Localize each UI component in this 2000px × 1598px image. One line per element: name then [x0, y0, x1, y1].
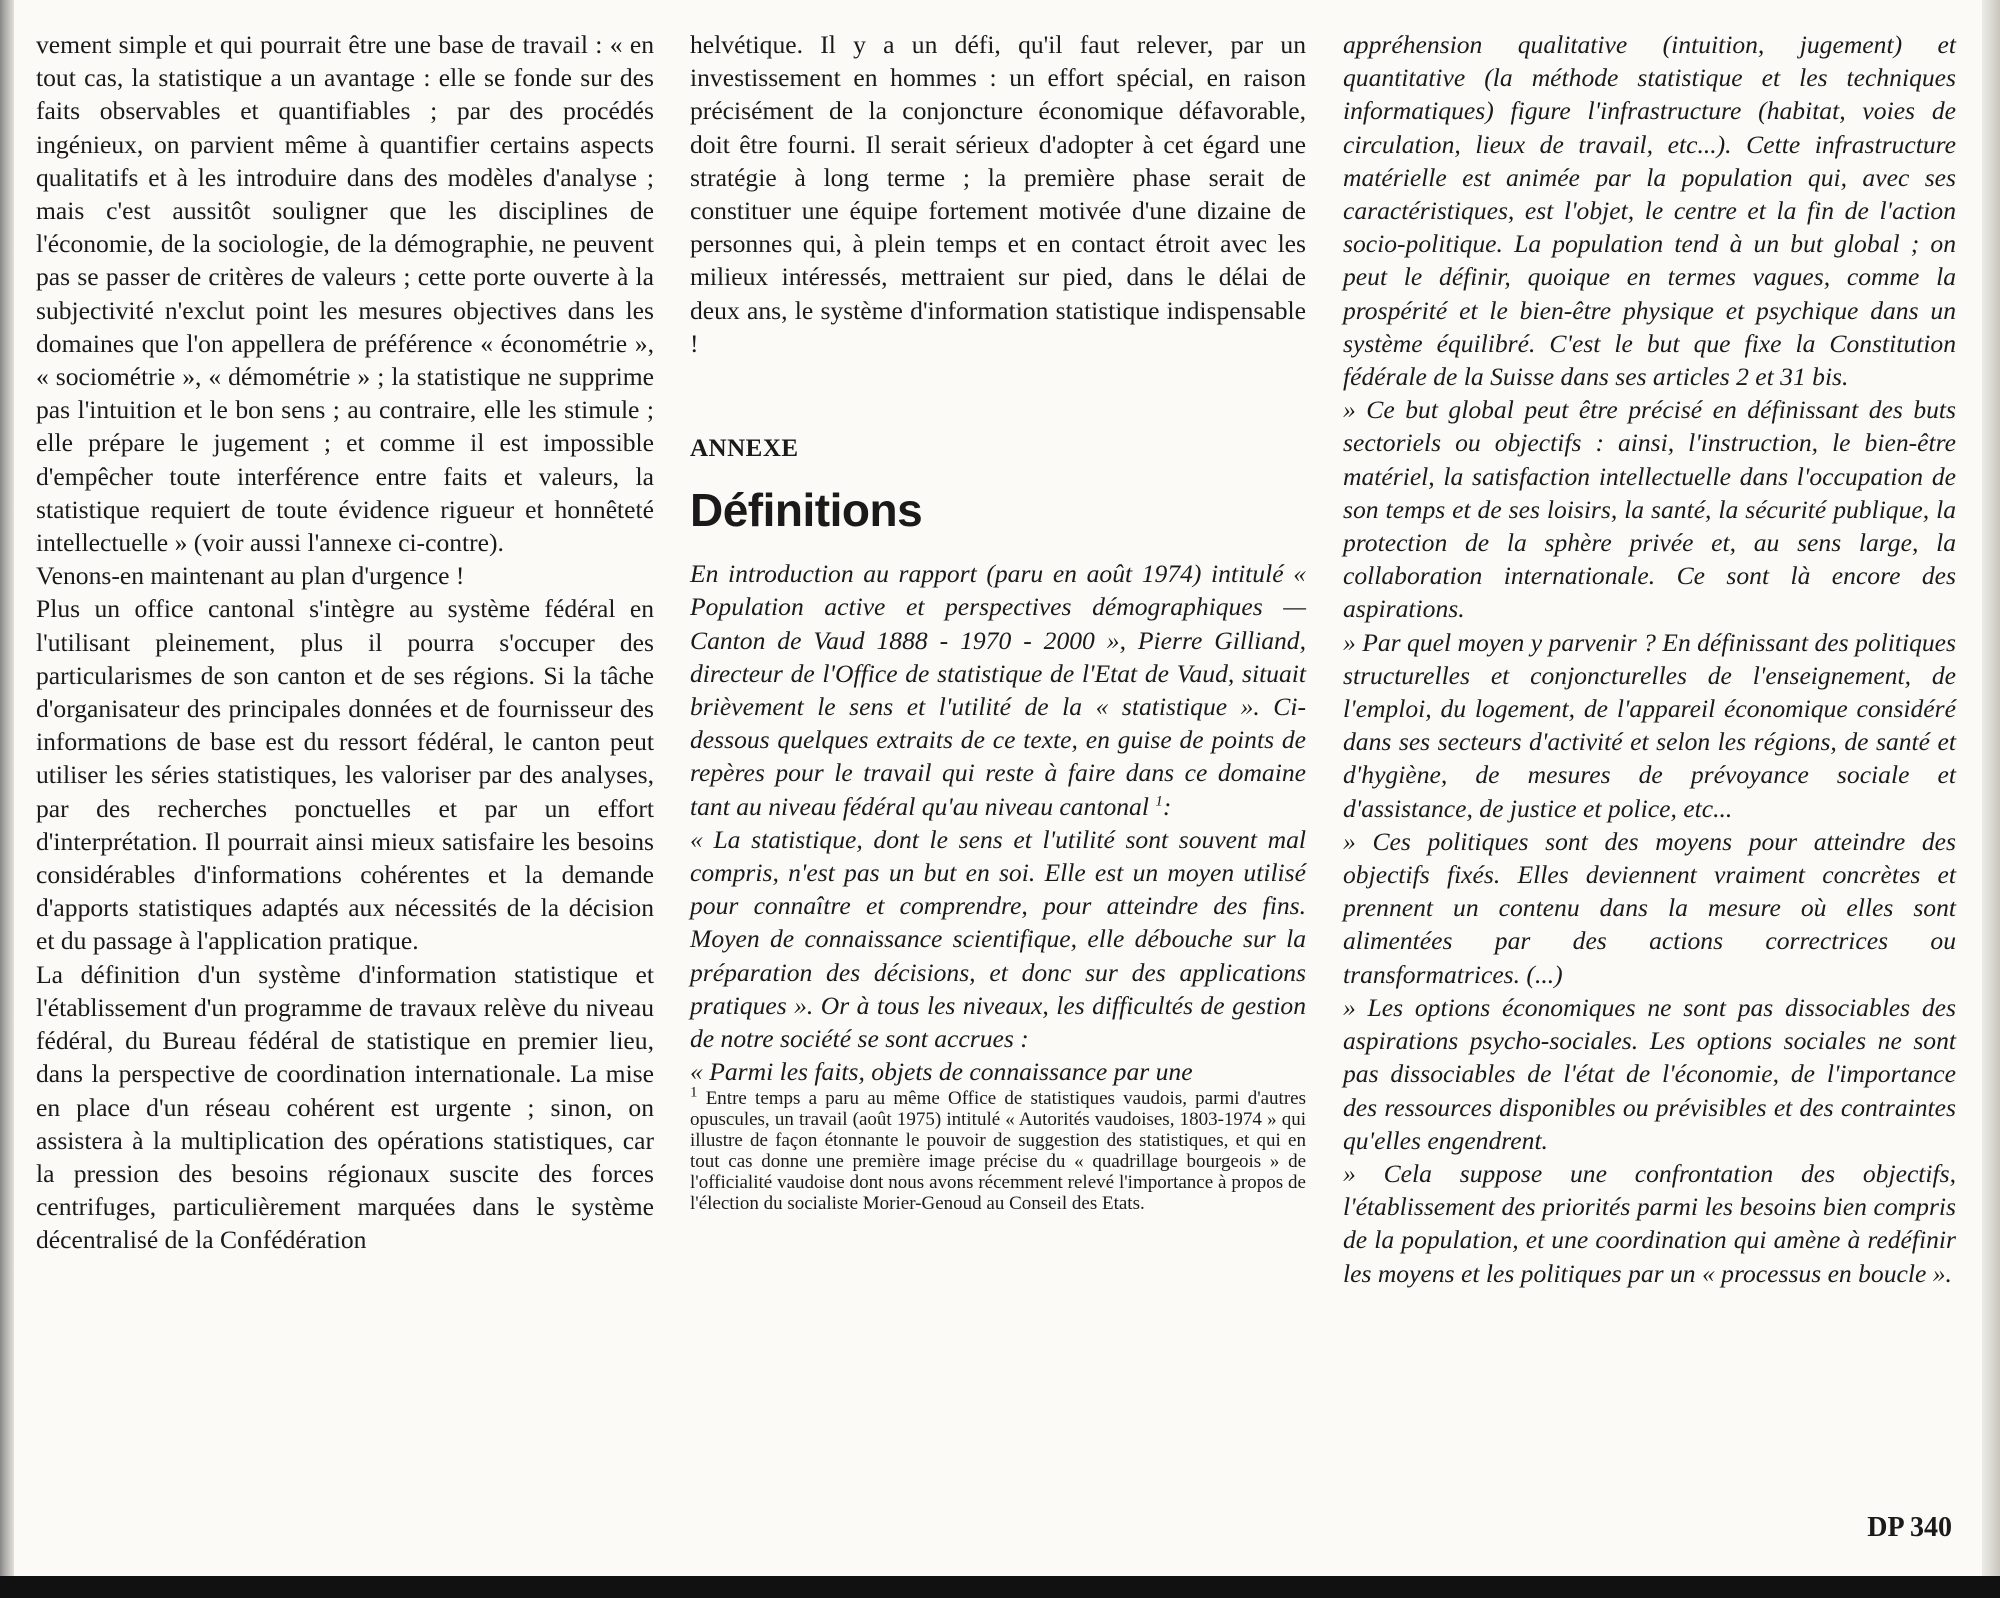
- intro-paragraph: [690, 557, 1306, 823]
- page-edge: [1982, 0, 2000, 1598]
- column-3-paragraph: » Par quel moyen y parvenir ? En définissant des politiques structurelles et conjoncturelles de l'enseignement, de l'emploi, du logement, de l'appareil économique considéré dans ses secteurs d'activité et selon les régions, de santé et d'hygiène, de mesures de prévoyance sociale et d'assistance, de justice et police, etc...: [1343, 627, 1956, 823]
- column-3-paragraph: » Ce but global peut être précisé en définissant des buts sectoriels ou objectifs : ainsi, l'instruction, le bien-être matériel, la satisfaction intellectuelle dans l'occupation de son temps et de ses loisirs, la santé, la sécurité publique, la protection de la sphère privée et, au sens large, la collaboration internationale. Ce sont là encore des aspirations.: [1343, 395, 1956, 624]
- column-2-top-paragraph: helvétique. Il y a un défi, qu'il faut relever, par un investissement en hommes : un effort spécial, en raison précisément de la conjoncture économique défavorable, doit être fourni. Il serait sérieux d'adopter à cet égard une stratégie à long terme ; la première phase serait de constituer une équipe fortement motivée d'une dizaine de personnes qui, à plein temps et en contact étroit avec les milieux intéressés, mettraient sur pied, dans le délai de deux ans, le système d'information statistique indispensable !: [690, 30, 1306, 358]
- quote-paragraph: « Parmi les faits, objets de connaissance par une: [690, 1057, 1193, 1087]
- column-3-paragraph: » Cela suppose une confrontation des objectifs, l'établissement des priorités parmi les besoins bien compris de la population, et une coordination qui amène à redéfinir les moyens et les politiques par un « processus en boucle ».: [1343, 1158, 1956, 1288]
- intro-end: :: [1162, 791, 1172, 821]
- column-3-paragraph: appréhension qualitative (intuition, jugement) et quantitative (la méthode statistique et les techniques informatiques) figure l'infrastructure (habitat, voies de circulation, lieux de travail, etc...). Cette infrastructure matérielle est animée par la population qui, avec ses caractéristiques, est l'objet, le centre et la fin de l'action socio-politique. La population tend à un but global ; on peut le définir, quoique en termes vagues, comme la prospérité et le bien-être physique et psychique dans un système équilibré. C'est le but que fixe la Constitution fédérale de la Suisse dans ses articles 2 et 31 bis.: [1343, 30, 1956, 392]
- column-1-paragraph: La définition d'un système d'information statistique et l'établissement d'un programme de travaux relève du niveau fédéral, du Bureau fédéral de statistique en premier lieu, dans la perspective de coordination internationale. La mise en place d'un réseau cohérent est urgente ; sinon, on assistera à la multiplication des opérations statistiques, car la pression des besoins régionaux suscite des forces centrifuges, particulièrement marquées dans le système décentralisé de la Confédération: [36, 959, 654, 1255]
- footnote-marker: 1: [1155, 793, 1163, 810]
- section-label: ANNEXE: [690, 435, 799, 463]
- column-3-paragraph: » Les options économiques ne sont pas dissociables des aspirations psycho-sociales. Les options sociales ne sont pas dissociables de l'état de l'économie, de l'importance des ressources disponibles ou prévisibles et des contraintes qu'elles engendrent.: [1343, 992, 1956, 1155]
- column-1: [36, 28, 654, 1257]
- footnote: [690, 1085, 1306, 1215]
- section-title: Définitions: [690, 484, 923, 537]
- quote-paragraph: « La statistique, dont le sens et l'utilité sont souvent mal compris, n'est pas un but en soi. Elle est un moyen utilisé pour connaître et comprendre, pour atteindre des fins. Moyen de connaissance scientifique, elle débouche sur la préparation des décisions, et donc sur des applications pratiques ». Or à tous les niveaux, les difficultés de gestion de notre société se sont accrues :: [690, 824, 1306, 1054]
- footnote-number: 1: [690, 1085, 698, 1102]
- column-1-paragraph: vement simple et qui pourrait être une base de travail : « en tout cas, la statistique a un avantage : elle se fonde sur des faits observables et quantifiables ; par des procédés ingénieux, on parvient même à quantifier certains aspects qualitatifs et à les introduire dans des modèles d'analyse ; mais c'est aussitôt souligner que les disciplines de l'économie, de la sociologie, de la démographie, ne peuvent pas se passer de critères de valeurs ; cette porte ouverte à la subjectivité n'exclut point les mesures objectives dans les domaines que l'on appellera de préférence « économétrie », « sociométrie », « démométrie » ; la statistique ne supprime pas l'intuition et le bon sens ; au contraire, elle les stimule ; elle prépare le jugement ; et comme il est impossible d'empêcher toute interférence entre faits et valeurs, la statistique requiert de toute évidence rigueur et honnêteté intellectuelle » (voir aussi l'annexe ci-contre).: [36, 30, 654, 558]
- column-2: [690, 28, 1306, 1214]
- footnote-text: Entre temps a paru au même Office de statistiques vaudois, parmi d'autres opuscules, un travail (août 1975) intitulé « Autorités vaudoises, 1803-1974 » qui illustre de façon étonnante le pouvoir de suggestion des statistiques, et qui en tout cas donne une première image précise du « quadrillage bourgeois » de l'officialité vaudoise dont nous avons récemment relevé l'importance à propos de l'élection du socialiste Morier-Genoud au Conseil des Etats.: [690, 1088, 1306, 1215]
- bottom-scan-border: [0, 1576, 2000, 1598]
- column-3-paragraph: » Ces politiques sont des moyens pour atteindre des objectifs fixés. Elles deviennent vraiment concrètes et prennent un contenu dans la mesure où elles sont alimentées par des actions correctrices ou transformatrices. (...): [1343, 826, 1956, 989]
- column-1-paragraph: Plus un office cantonal s'intègre au système fédéral en l'utilisant pleinement, plus il pourra s'occuper des particularismes de son canton et de ses régions. Si la tâche d'organisateur des principales données et de fournisseur des informations de base est du ressort fédéral, le canton peut utiliser les séries statistiques, les valoriser par des analyses, par des recherches ponctuelles et par un effort d'interprétation. Il pourrait ainsi mieux satisfaire les besoins considérables d'informations cohérentes et la demande d'apports statistiques adaptés aux nécessités de la décision et du passage à l'application pratique.: [36, 594, 654, 956]
- intro-text: En introduction au rapport (paru en août 1974) intitulé « Population active et perspectives démographiques — Canton de Vaud 1888 - 1970 - 2000 », Pierre Gilliand, directeur de l'Office de statistique de l'Etat de Vaud, situait brièvement le sens et l'utilité de la « statistique ». Ci-dessous quelques extraits de ce texte, en guise de points de repères pour le travail qui reste à faire dans ce domaine tant au niveau fédéral qu'au niveau cantonal: [690, 559, 1306, 821]
- page-gutter-shadow: [0, 0, 14, 1598]
- column-3: [1343, 28, 1956, 1290]
- page-number: DP 340: [1867, 1512, 1952, 1543]
- column-1-paragraph: Venons-en maintenant au plan d'urgence !: [36, 561, 465, 591]
